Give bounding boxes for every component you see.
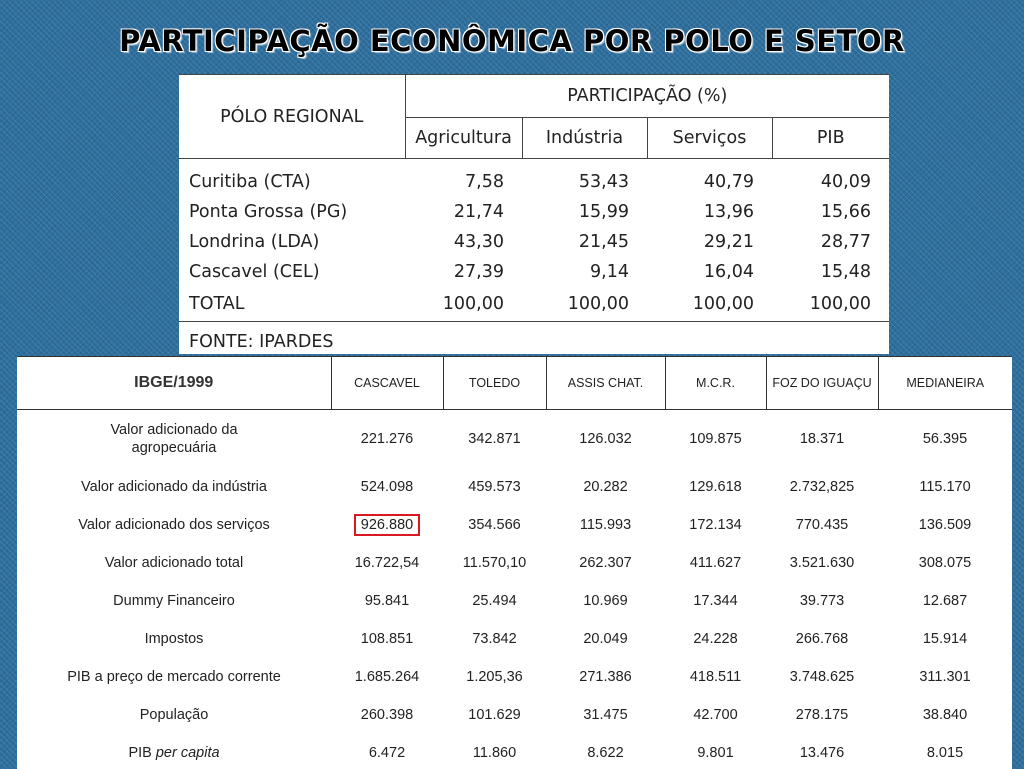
col-header-agricultura: Agricultura xyxy=(405,118,522,159)
row-label: Dummy Financeiro xyxy=(113,593,235,609)
cell-agricultura: 43,30 xyxy=(453,232,504,252)
cell-medianeira: 8.015 xyxy=(926,745,964,761)
row-label: Valor adicionado dos serviços xyxy=(78,517,270,533)
col-header-foz-do-iguacu: FOZ DO IGUAÇU xyxy=(766,357,878,410)
cell-toledo: 11.570,10 xyxy=(462,555,527,571)
cell-servicos: 40,79 xyxy=(703,172,754,192)
table-row xyxy=(17,506,1012,544)
cell-cascavel: 6.472 xyxy=(368,745,406,761)
cell-cascavel: 108.851 xyxy=(360,631,414,647)
cell-industria: 53,43 xyxy=(578,172,629,192)
cell-mcr: 42.700 xyxy=(693,707,738,723)
cell-toledo: 1.205,36 xyxy=(466,669,523,685)
table-row xyxy=(17,544,1012,582)
cell-medianeira: 311.301 xyxy=(919,669,971,685)
cell-cascavel xyxy=(331,506,443,544)
row-label: PIB a preço de mercado corrente xyxy=(67,669,281,685)
cell-toledo: 342.871 xyxy=(468,431,521,447)
row-label-prefix: PIB xyxy=(128,745,156,761)
cell-toledo: 25.494 xyxy=(472,593,517,609)
table-row xyxy=(17,696,1012,734)
table-row xyxy=(17,582,1012,620)
row-label: Valor adicionado total xyxy=(104,555,244,571)
cell-servicos: 29,21 xyxy=(703,232,754,252)
cell-mcr: 418.511 xyxy=(689,669,742,685)
ibge-table-panel xyxy=(17,356,1012,769)
cell-foz-do-iguacu: 2.732,825 xyxy=(789,479,855,495)
cell-medianeira: 12.687 xyxy=(922,593,968,609)
cell-assis-chat: 20.282 xyxy=(583,479,628,495)
cell-mcr: 129.618 xyxy=(689,479,742,495)
row-name: Cascavel (CEL) xyxy=(189,262,320,282)
row-name: TOTAL xyxy=(179,287,405,322)
table-row xyxy=(17,734,1012,769)
cell-foz-do-iguacu: 13.476 xyxy=(799,745,845,761)
ibge-corner-header: IBGE/1999 xyxy=(17,357,331,410)
cell-servicos: 16,04 xyxy=(703,262,754,282)
row-label xyxy=(17,734,331,769)
cell-agricultura: 100,00 xyxy=(405,287,522,322)
cell-agricultura: 21,74 xyxy=(453,202,504,222)
col-header-cascavel: CASCAVEL xyxy=(331,357,443,410)
cell-pib: 40,09 xyxy=(820,172,871,192)
table-row xyxy=(179,159,889,198)
cell-assis-chat: 20.049 xyxy=(583,631,628,647)
cell-mcr: 172.134 xyxy=(689,517,742,533)
cell-cascavel: 260.398 xyxy=(360,707,414,723)
cell-foz-do-iguacu: 770.435 xyxy=(795,517,849,533)
cell-industria: 100,00 xyxy=(522,287,647,322)
cell-toledo: 101.629 xyxy=(468,707,521,723)
cell-servicos: 100,00 xyxy=(647,287,772,322)
cell-medianeira: 308.075 xyxy=(918,555,972,571)
cell-mcr: 109.875 xyxy=(689,431,742,447)
cell-mcr: 24.228 xyxy=(693,631,738,647)
cell-medianeira: 15.914 xyxy=(922,631,968,647)
table-row xyxy=(179,257,889,287)
polo-regional-header: PÓLO REGIONAL xyxy=(179,75,405,159)
page-title: PARTICIPAÇÃO ECONÔMICA POR POLO E SETOR xyxy=(119,24,905,58)
row-label: Valor adicionado da indústria xyxy=(81,479,267,495)
ibge-header-row xyxy=(17,357,1012,410)
cell-assis-chat: 31.475 xyxy=(583,707,628,723)
cell-toledo: 73.842 xyxy=(472,631,517,647)
participacao-header: PARTICIPAÇÃO (%) xyxy=(405,75,889,118)
cell-cascavel: 1.685.264 xyxy=(354,669,420,685)
cell-assis-chat: 126.032 xyxy=(579,431,632,447)
col-header-mcr: M.C.R. xyxy=(665,357,766,410)
col-header-servicos: Serviços xyxy=(647,118,772,159)
cell-industria: 21,45 xyxy=(578,232,629,252)
row-label-italic: per capita xyxy=(155,745,220,761)
cell-foz-do-iguacu: 3.748.625 xyxy=(789,669,855,685)
cell-foz-do-iguacu: 266.768 xyxy=(795,631,849,647)
col-header-medianeira: MEDIANEIRA xyxy=(878,357,1012,410)
cell-mcr: 9.801 xyxy=(697,745,734,761)
cell-assis-chat: 10.969 xyxy=(583,593,628,609)
row-label: Impostos xyxy=(144,631,204,647)
cell-toledo: 354.566 xyxy=(468,517,521,533)
cell-industria: 9,14 xyxy=(590,262,629,282)
table-row xyxy=(179,197,889,227)
col-header-toledo: TOLEDO xyxy=(443,357,546,410)
row-name: Curitiba (CTA) xyxy=(189,172,311,192)
col-header-pib: PIB xyxy=(772,118,889,159)
table-row xyxy=(17,620,1012,658)
cell-toledo: 459.573 xyxy=(468,479,521,495)
cell-servicos: 13,96 xyxy=(703,202,754,222)
table-row xyxy=(17,468,1012,506)
cell-cascavel: 16.722,54 xyxy=(354,555,420,571)
cell-assis-chat: 271.386 xyxy=(579,669,632,685)
participation-table xyxy=(179,74,889,352)
table-row xyxy=(17,410,1012,469)
cell-medianeira: 136.509 xyxy=(918,517,972,533)
source-note: FONTE: IPARDES xyxy=(189,332,334,352)
cell-agricultura: 27,39 xyxy=(453,262,504,282)
cell-foz-do-iguacu: 18.371 xyxy=(799,431,845,447)
row-label-text: Valor adicionado da agropecuária xyxy=(110,422,238,456)
cell-cascavel: 524.098 xyxy=(360,479,414,495)
cell-medianeira: 38.840 xyxy=(922,707,968,723)
table-row xyxy=(179,227,889,257)
cell-industria: 15,99 xyxy=(578,202,629,222)
cell-foz-do-iguacu: 278.175 xyxy=(795,707,849,723)
cell-toledo: 11.860 xyxy=(472,745,517,761)
row-label: População xyxy=(139,707,209,723)
cell-mcr: 17.344 xyxy=(693,593,738,609)
cell-pib: 15,48 xyxy=(820,262,871,282)
row-name: Londrina (LDA) xyxy=(189,232,320,252)
cell-assis-chat: 8.622 xyxy=(587,745,624,761)
cell-assis-chat: 262.307 xyxy=(579,555,632,571)
table-row xyxy=(17,658,1012,696)
row-label xyxy=(17,410,331,469)
cell-medianeira: 115.170 xyxy=(919,479,971,495)
cell-foz-do-iguacu: 39.773 xyxy=(799,593,845,609)
cell-medianeira: 56.395 xyxy=(922,431,968,447)
cell-pib: 100,00 xyxy=(772,287,889,322)
col-header-assis-chat: ASSIS CHAT. xyxy=(546,357,665,410)
participation-table-panel xyxy=(179,74,889,354)
cell-cascavel: 95.841 xyxy=(364,593,410,609)
row-name: Ponta Grossa (PG) xyxy=(189,202,348,222)
cell-agricultura: 7,58 xyxy=(465,172,504,192)
col-header-industria: Indústria xyxy=(522,118,647,159)
cell-mcr: 411.627 xyxy=(689,555,742,571)
cell-cascavel: 221.276 xyxy=(360,431,414,447)
total-row xyxy=(179,287,889,322)
cell-pib: 15,66 xyxy=(820,202,871,222)
cell-assis-chat: 115.993 xyxy=(579,517,632,533)
cell-pib: 28,77 xyxy=(820,232,871,252)
highlighted-value: 926.880 xyxy=(354,514,420,536)
cell-foz-do-iguacu: 3.521.630 xyxy=(789,555,855,571)
ibge-table xyxy=(17,357,1012,769)
